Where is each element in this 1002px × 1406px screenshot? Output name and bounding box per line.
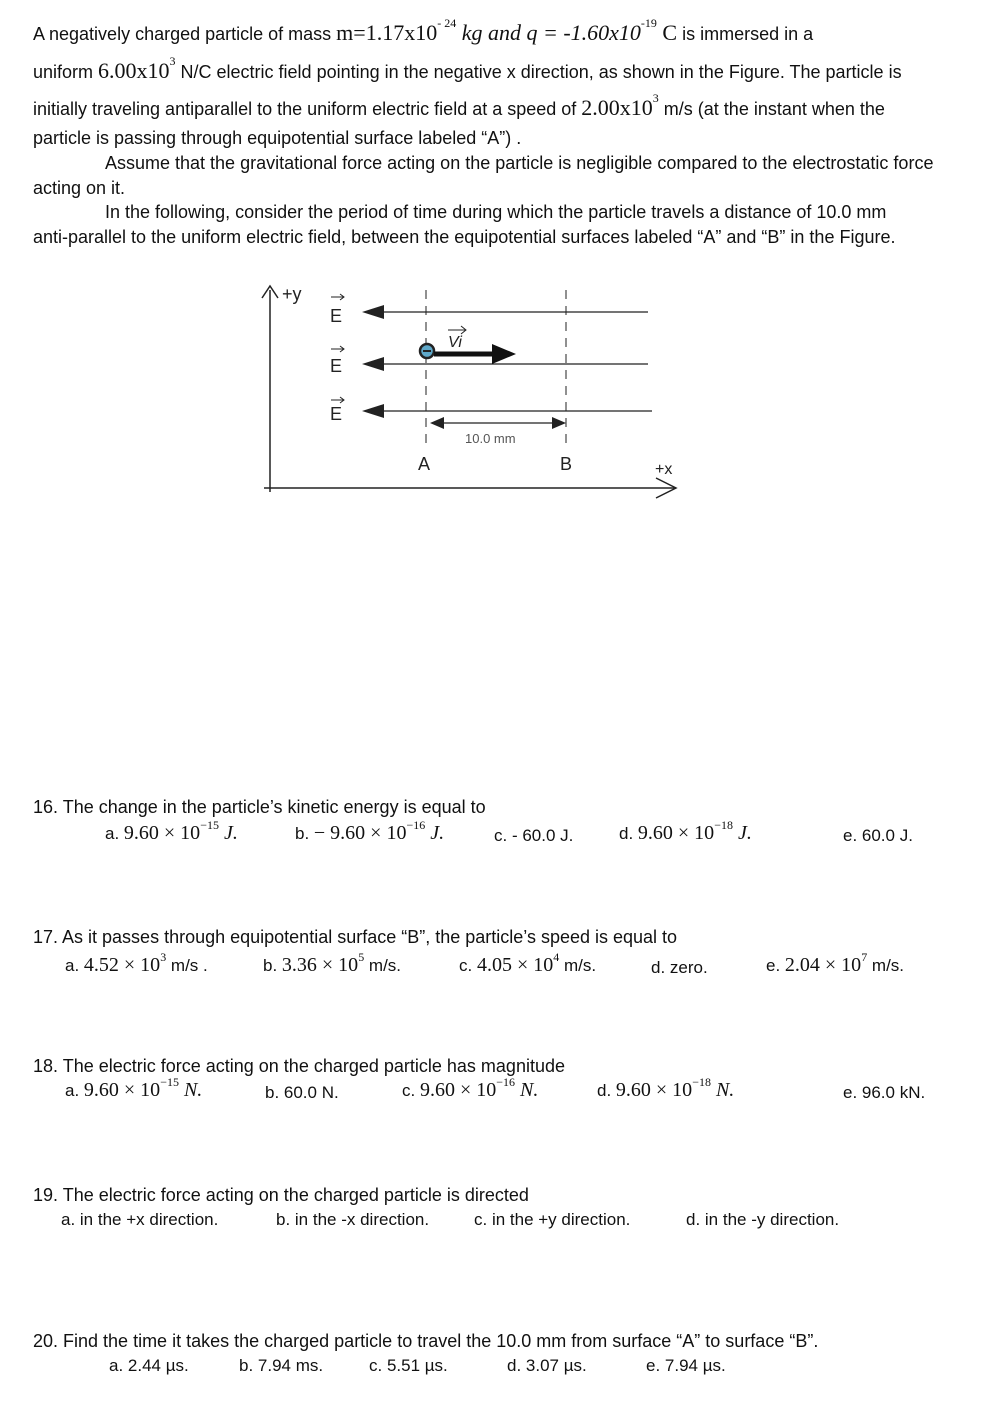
- intro-line-5: Assume that the gravitational force acting on the particle is negligible compared to the electrostatic force: [105, 153, 934, 173]
- question-16-option-d[interactable]: d. $9.60 \times 10^{-18}$ J.: [619, 818, 752, 844]
- question-19-stem: 19. The electric force acting on the charged particle is directed: [33, 1185, 529, 1205]
- field-label-2: [330, 346, 344, 376]
- velocity-arrowhead: [492, 344, 516, 364]
- intro-line-1: [33, 16, 814, 46]
- distance-label: 10.0 mm: [465, 431, 516, 446]
- question-17-option-b[interactable]: b. $3.36 \times 10^5$ m/s.: [263, 950, 402, 976]
- intro-line-8: anti-parallel to the uniform electric field, between the equipotential surfaces labeled “A” and “B” in the Figure.: [33, 227, 896, 247]
- surface-a-label: A: [418, 454, 431, 474]
- field-figure: [0, 270, 720, 510]
- distance-arrowhead-left: [430, 417, 444, 429]
- question-20-option-c[interactable]: c. 5.51 µs.: [369, 1356, 448, 1375]
- intro-line-4: particle is passing through equipotential surface labeled “A”) .: [33, 128, 522, 148]
- question-19-option-c[interactable]: c. in the +y direction.: [474, 1210, 631, 1229]
- question-16-option-c[interactable]: c. - 60.0 J.: [494, 826, 574, 845]
- question-17-option-c[interactable]: c. $4.05 \times 10^4$ m/s.: [459, 950, 597, 976]
- question-18-option-d[interactable]: d. $9.60 \times 10^{-18}$ N.: [597, 1075, 735, 1101]
- svg-text:E: E: [330, 306, 343, 326]
- intro-line-2: uniform $6.00x10^3$ N/C electric field pointing in the negative x direction, as shown in the Figure. The particle is: [33, 54, 902, 83]
- distance-arrowhead-right: [552, 417, 566, 429]
- question-17-option-e[interactable]: e. $2.04 \times 10^7$ m/s.: [766, 950, 905, 976]
- field-label-3: [330, 397, 344, 424]
- intro-line-3: initially traveling antiparallel to the uniform electric field at a speed of $2.00x10^3$ m/s (at the instant when the: [33, 91, 885, 120]
- question-19-option-a[interactable]: a. in the +x direction.: [61, 1210, 219, 1229]
- question-19-option-d[interactable]: d. in the -y direction.: [686, 1210, 840, 1229]
- intro-text: A negatively charged particle of mass: [33, 24, 337, 44]
- question-18-option-c[interactable]: c. $9.60 \times 10^{-16}$ N.: [402, 1075, 539, 1101]
- mass-value: $m=1.17x10^{- 24}$ kg and $q = -1.60x10^{-19}$ C: [336, 16, 678, 45]
- svg-text:Vi: Vi: [448, 334, 462, 351]
- field-arrowhead-2: [362, 357, 384, 371]
- velocity-label: [448, 326, 466, 351]
- intro-text: is immersed in a: [677, 24, 814, 44]
- question-20-option-a[interactable]: a. 2.44 µs.: [109, 1356, 189, 1375]
- question-18-option-a[interactable]: a. $9.60 \times 10^{-15}$ N.: [65, 1075, 203, 1101]
- y-axis-label: +y: [282, 284, 302, 304]
- question-20-option-d[interactable]: d. 3.07 µs.: [507, 1356, 587, 1375]
- intro-line-6: acting on it.: [33, 178, 126, 198]
- field-label-1: [330, 294, 344, 326]
- question-17-option-a[interactable]: a. $4.52 \times 10^3$ m/s .: [65, 950, 208, 976]
- field-arrowhead-3: [362, 404, 384, 418]
- field-value: $6.00x10^3$: [98, 54, 176, 83]
- surface-b-label: B: [560, 454, 573, 474]
- question-20-option-b[interactable]: b. 7.94 ms.: [239, 1356, 324, 1375]
- question-16-option-b[interactable]: b. − $9.60 \times 10^{-16}$ J.: [295, 818, 445, 844]
- question-18-option-b[interactable]: b. 60.0 N.: [265, 1083, 339, 1102]
- intro-line-7: In the following, consider the period of time during which the particle travels a distance of 10.0 mm: [105, 202, 887, 222]
- speed-value: $2.00x10^3$: [581, 91, 659, 120]
- question-17-stem: 17. As it passes through equipotential surface “B”, the particle’s speed is equal to: [33, 927, 678, 947]
- question-20-option-e[interactable]: e. 7.94 µs.: [646, 1356, 726, 1375]
- question-18-option-e[interactable]: e. 96.0 kN.: [843, 1083, 926, 1102]
- question-20-stem: 20. Find the time it takes the charged particle to travel the 10.0 mm from surface “A” to surface “B”.: [33, 1331, 819, 1351]
- question-16-option-e[interactable]: e. 60.0 J.: [843, 826, 913, 845]
- question-16-option-a[interactable]: a. $9.60 \times 10^{-15}$ J.: [105, 818, 238, 844]
- svg-text:E: E: [330, 404, 343, 424]
- question-17-option-d[interactable]: d. zero.: [651, 958, 708, 977]
- x-axis-label: +x: [655, 461, 673, 478]
- svg-text:E: E: [330, 356, 343, 376]
- field-arrowhead-1: [362, 305, 384, 319]
- question-18-stem: 18. The electric force acting on the charged particle has magnitude: [33, 1056, 565, 1076]
- question-19-option-b[interactable]: b. in the -x direction.: [276, 1210, 430, 1229]
- question-16-stem: 16. The change in the particle’s kinetic energy is equal to: [33, 797, 486, 817]
